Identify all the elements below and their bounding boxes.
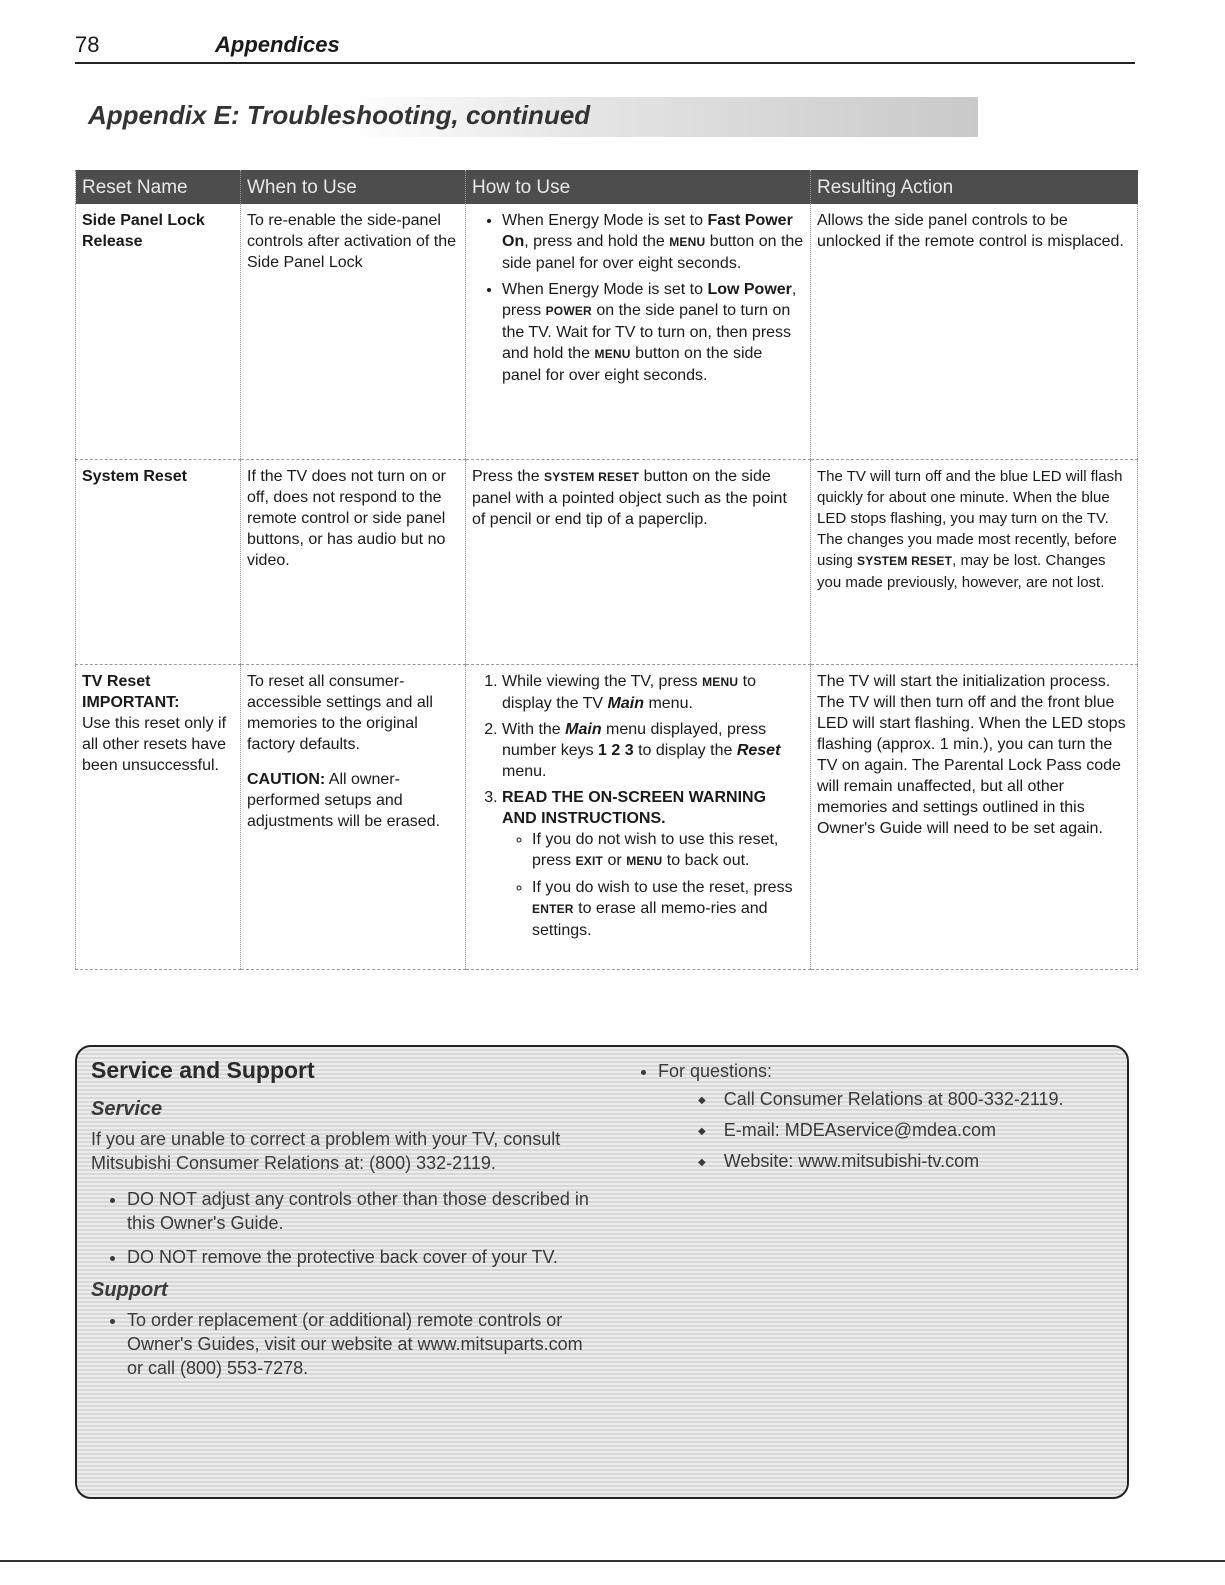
contact-email: ◆ E-mail: MDEAservice@mdea.com [698,1118,1112,1146]
result-cell: The TV will start the initialization process. The TV will then turn off and the front blue LED will start flashing. When the LED stops flashing (approx. 1 min.), you can turn the TV on again. The Parental Lock Pass code will remain unaffected, but all other memories and settings outlined in this Owner's Guide will need to be set again. [811,664,1138,969]
section-title: Appendices [215,32,340,57]
reset-name: TV Reset [82,672,151,690]
when-cell: To reset all consumer-accessible settings and all memories to the original factory defaults. CAUTION: All owner-performed setups and adjustments will be erased. [241,664,466,969]
how-cell [466,664,811,969]
list-item: • When Energy Mode is set to Fast Power On, press and hold the MENU button on the side panel for over eight seconds. [502,210,804,274]
page-number: 78 [75,32,100,57]
troubleshooting-table [75,170,1138,970]
contact-phone: ◆ Call Consumer Relations at 800-332-2119. [698,1087,1112,1115]
col-header-reset-name: Reset Name [76,170,241,204]
list-item: • When Energy Mode is set to Low Power, press POWER on the side panel to turn on the TV. Wait for TV to turn on, then press and hold the MENU button on the side panel for over eight seconds. [502,279,804,386]
result-cell: The TV will turn off and the blue LED will flash quickly for about one minute. When the blue LED stops flashing, you may turn on the TV. The changes you made most recently, before using SYSTEM RESET, may be lost. Changes you made previously, however, are not lost. [811,459,1138,664]
contact-list [622,1059,1112,1177]
reset-name-cell [76,664,241,969]
reset-note: Use this reset only if all other resets have been unsuccessful. [82,714,227,774]
support-left-column [91,1057,601,1390]
table-row [76,204,1138,459]
when-cell: If the TV does not turn on or off, does not respond to the remote control or side panel buttons, or has audio but no video. [241,459,466,664]
bottom-rule [0,1560,1225,1562]
caution-note: CAUTION: All owner-performed setups and adjustments will be erased. [247,770,440,830]
list-item: 3. READ THE ON-SCREEN WARNING AND INSTRUCTIONS. ◦ If you do not wish to use this reset, press EXIT or MENU to back out. ◦ If you do wish to use the reset, press ENTER to erase all memo-ries and settings. [502,787,804,941]
list-item: 2. With the Main menu displayed, press number keys 1 2 3 to display the Reset menu. [502,719,804,782]
list-item: ◦ If you do not wish to use this reset, press EXIT or MENU to back out. [532,829,804,872]
service-heading: Service [91,1098,163,1120]
service-support-box [75,1045,1129,1499]
contact-website: ◆ Website: www.mitsubishi-tv.com [698,1149,1112,1177]
reset-name: Side Panel Lock Release [82,212,205,250]
table-header-row [76,170,1138,204]
col-header-resulting-action: Resulting Action [811,170,1138,204]
page-title: Appendix E: Troubleshooting, continued [88,100,591,130]
page-header [75,30,1135,64]
list-item: 1. While viewing the TV, press MENU to display the TV Main menu. [502,671,804,714]
support-right-column [622,1057,1112,1187]
support-subheading: Support [91,1279,168,1301]
when-cell: To re-enable the side-panel controls after activation of the Side Panel Lock [241,204,466,459]
list-item: • For questions: ◆ Call Consumer Relations at 800-332-2119. ◆ E-mail: MDEAservice@mdea.com ◆ Website: www.mitsubishi-tv.com [658,1059,1112,1177]
support-bullets [91,1308,601,1380]
reset-name: System Reset [82,467,187,485]
service-text: If you are unable to correct a problem with your TV, consult Mitsubishi Consumer Relations at: (800) 332-2119. [91,1129,561,1173]
reset-name-cell [76,459,241,664]
col-header-when-to-use: When to Use [241,170,466,204]
service-bullets [91,1187,601,1269]
list-item: ◦ If you do wish to use the reset, press ENTER to erase all memo-ries and settings. [532,877,804,941]
table-row [76,664,1138,969]
how-cell: Press the SYSTEM RESET button on the side panel with a pointed object such as the point of pencil or end tip of a paperclip. [466,459,811,664]
list-item: • To order replacement (or additional) remote controls or Owner's Guides, visit our website at www.mitsuparts.com or call (800) 553-7278. [127,1308,601,1380]
list-item: • DO NOT remove the protective back cover of your TV. [127,1245,601,1269]
col-header-how-to-use: How to Use [466,170,811,204]
list-item: • DO NOT adjust any controls other than those described in this Owner's Guide. [127,1187,601,1235]
important-label: IMPORTANT: [82,693,180,711]
result-cell: Allows the side panel controls to be unlocked if the remote control is misplaced. [811,204,1138,459]
how-cell [466,204,811,459]
table-row [76,459,1138,664]
reset-name-cell [76,204,241,459]
support-heading: Service and Support [91,1057,315,1083]
